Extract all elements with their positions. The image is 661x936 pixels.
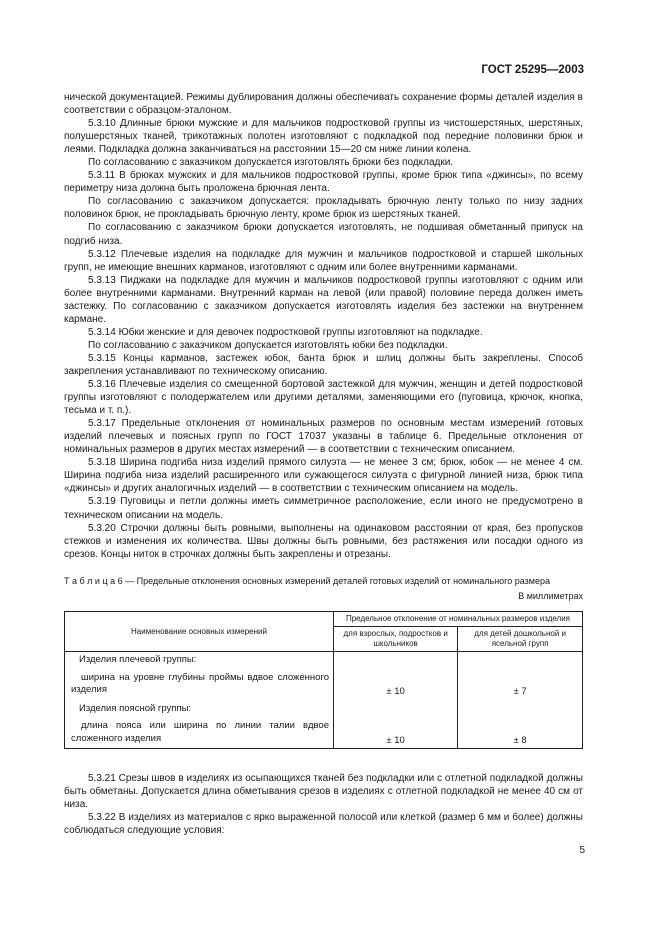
table-cell-measurement — [65, 699, 334, 748]
paragraph: 5.3.22 В изделиях из материалов с ярко выраженной полосой или клеткой (размер 6 мм и более) должны соблюдаться следующие условия: — [64, 812, 583, 837]
table-row — [65, 699, 583, 748]
col-header-deviation-group: Предельное отклонение от номинальных размеров изделия — [334, 612, 583, 627]
row-group-label: Изделия плечевой группы: — [79, 654, 197, 665]
paragraph: 5.3.13 Пиджаки на подкладке для мужчин и мальчиков подростковой группы изготовляют с одним или более внутренними карманами. Внутренний карман на левой (или правой) половине переда должен иметь застежку. По согласованию с заказчиком допускается изготовлять изделия без застежки на внутреннем кармане. — [64, 274, 583, 325]
paragraph: 5.3.17 Предельные отклонения от номинальных размеров по основным местам измерений готовых изделий плечевых и поясных групп по ГОСТ 17037 указаны в таблице 6. Предельные отклонения от номинальных размеров в других местах измерений — в соответствии с техническим описанием. — [64, 418, 583, 456]
col-header-children: для детей дошкольной и ясельной групп — [458, 627, 583, 652]
table-caption — [64, 576, 583, 586]
table-cell-value: ± 7 — [458, 652, 583, 699]
table-caption-text: — Предельные отклонения основных измерений деталей готовых изделий от номинального размера — [122, 576, 550, 586]
paragraph: 5.3.19 Пуговицы и петли должны иметь симметричное расположение, если иного не предусмотрено в техническом описании на модель. — [64, 496, 583, 521]
paragraph: По согласованию с заказчиком допускается изготовлять брюки без подкладки. — [88, 157, 454, 169]
table-cell-value: ± 10 — [334, 652, 458, 699]
text-block-after-table — [64, 772, 583, 837]
table-cell-value: ± 8 — [458, 699, 583, 748]
deviation-table — [64, 611, 583, 749]
paragraph: нической документацией. Режимы дублирования должны обеспечивать сохранение формы деталей изделия в соответствии с образцом-эталоном. — [64, 92, 583, 117]
col-header-measurements: Наименование основных измерений — [65, 612, 334, 652]
row-measurement-text: длина пояса или ширина по линии талии вдвое сложенного изделия — [71, 720, 329, 744]
row-group-label: Изделия поясной группы: — [79, 702, 192, 714]
col-header-adults: для взрослых, подростков и школьников — [334, 627, 458, 652]
paragraph: По согласованию с заказчиком допускается: прокладывать брючную ленту только по низу задних половинок брюк, не прокладывать брючную ленту, кроме брюк из шерстяных тканей. — [64, 196, 583, 221]
document-code-header: ГОСТ 25295—2003 — [481, 64, 584, 76]
paragraph: 5.3.20 Строчки должны быть ровными, выполнены на одинаковом расстоянии от края, без пропусков стежков и изменения их количества. Швы должны быть ровными, без растяжения или посадки одного из срезов. Концы ниток в строчках должны быть закреплены и отрезаны. — [64, 522, 583, 560]
paragraph: 5.3.14 Юбки женские и для девочек подростковой группы изготовляют на подкладке. — [88, 326, 483, 338]
page-number: 5 — [579, 845, 585, 856]
table-header-row — [65, 612, 583, 627]
row-measurement-text: ширина на уровне глубины проймы вдвое сложенного изделия — [71, 671, 329, 696]
paragraph: По согласованию с заказчиком допускается изготовлять юбки без подкладки. — [88, 339, 448, 351]
paragraph: По согласованию с заказчиком брюки допускается изготовлять, не подшивая обметанный припуск на подгиб низа. — [64, 222, 583, 247]
paragraph: 5.3.21 Срезы швов в изделиях из осыпающихся тканей без подкладки или с отлетной подкладкой должны быть обметаны. Допускается длина обметывания срезов в изделиях с отлетной подкладкой не менее 40 см от низа. — [64, 773, 583, 811]
paragraph: 5.3.10 Длинные брюки мужские и для мальчиков подростковой группы из чистошерстяных, шерстяных, полушерстяных тканей, трикотажных полотен изготовляют с подкладкой под передние половинки брюк и леями. Подкладка должна заканчиваться на расстоянии 15—20 см ниже линии колена. — [64, 118, 583, 156]
paragraph: 5.3.16 Плечевые изделия со смещенной бортовой застежкой для мужчин, женщин и детей подростковой группы изготовляют с полодержателем или другими деталями, заменяющими его (пуговица, крючок, кнопка, тесьма и т. п.). — [64, 379, 583, 417]
paragraph: 5.3.15 Концы карманов, застежек юбок, банта брюк и шлиц должны быть закреплены. Способ закрепления устанавливают по техническому описанию. — [64, 352, 583, 377]
table-cell-value: ± 10 — [334, 699, 458, 748]
main-text-block — [64, 91, 583, 561]
paragraph: 5.3.18 Ширина подгиба низа изделий прямого силуэта — не менее 3 см; брюк, юбок — не менее 4 см. Ширина подгиба низа изделий расширенного или сужающегося силуэта с фигурной линией низа, брюк типа «джинсы» и других аналогичных изделий — в соответствии с техническим описанием на модель. — [64, 457, 583, 495]
table-cell-measurement — [65, 652, 334, 699]
table-unit-label: В миллиметрах — [518, 591, 583, 601]
table-row — [65, 652, 583, 699]
table-caption-prefix: Т а б л и ц а 6 — [64, 576, 123, 586]
paragraph: 5.3.11 В брюках мужских и для мальчиков подростковой группы, кроме брюк типа «джинсы», по всему периметру низа должна быть проложена брючная лента. — [64, 170, 583, 195]
paragraph: 5.3.12 Плечевые изделия на подкладке для мужчин и мальчиков подростковой и старшей школьных групп, не имеющие внешних карманов, изготовляют с одним или более внутренними карманами. — [64, 248, 583, 273]
